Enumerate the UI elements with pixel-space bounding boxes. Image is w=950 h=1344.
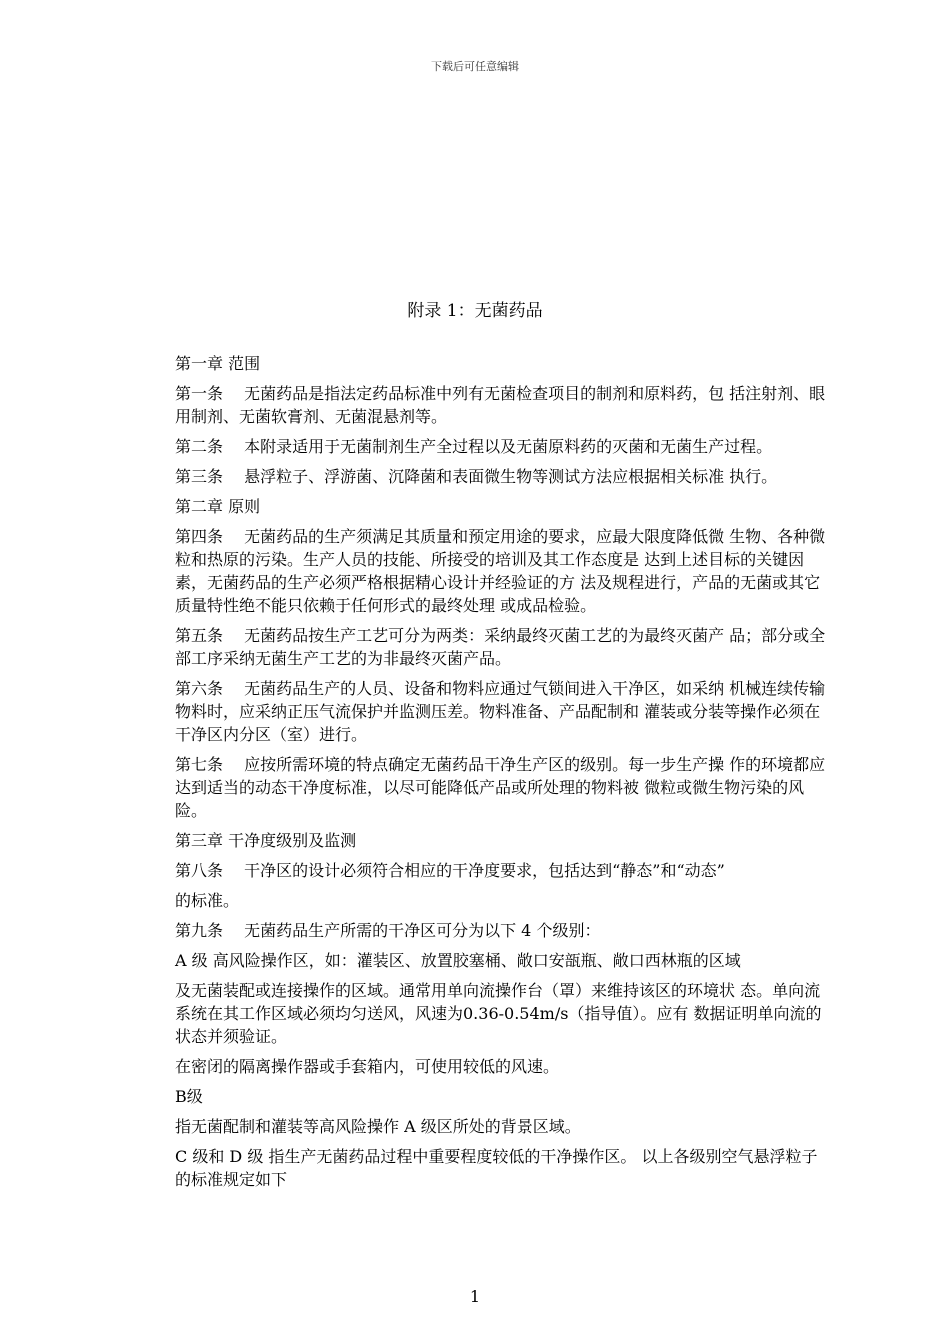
header-note: 下载后可任意编辑 [431, 60, 519, 73]
chapter-heading: 第二章 原则 [175, 497, 261, 516]
article-paragraph: 第五条 无菌药品按生产工艺可分为两类：采纳最终灭菌工艺的为最终灭菌产 品；部分或全部工序采纳无菌生产工艺的为非最终灭菌产品。 [175, 626, 826, 668]
grade-paragraph: 及无菌装配或连接操作的区域。通常用单向流操作台（罩）来维持该区的环境状 态。单向流系统在其工作区域必须均匀送风，风速为0.36-0.54m/s（指导值）。应有 数据证明单向流的状态并须验证。 [175, 981, 822, 1046]
article-paragraph: 第九条 无菌药品生产所需的干净区可分为以下 4 个级别： [175, 921, 601, 940]
article-paragraph: 第二条 本附录适用于无菌制剂生产全过程以及无菌原料药的灭菌和无菌生产过程。 [175, 437, 773, 456]
grade-paragraph: 在密闭的隔离操作器或手套箱内，可使用较低的风速。 [175, 1057, 560, 1076]
article-paragraph: 的标准。 [175, 891, 240, 910]
article-paragraph: 第三条 悬浮粒子、浮游菌、沉降菌和表面微生物等测试方法应根据相关标准 执行。 [175, 467, 778, 486]
chapter-heading: 第三章 干净度级别及监测 [175, 831, 357, 850]
grade-paragraph: C 级和 D 级 指生产无菌药品过程中重要程度较低的干净操作区。 以上各级别空气悬浮粒子的标准规定如下 [175, 1147, 818, 1189]
document-body [175, 352, 827, 1198]
article-paragraph: 第七条 应按所需环境的特点确定无菌药品干净生产区的级别。每一步生产操 作的环境都应达到适当的动态干净度标准，以尽可能降低产品或所处理的物料被 微粒或微生物污染的风险。 [175, 755, 826, 820]
chapter-heading: 第一章 范围 [175, 354, 261, 373]
grade-paragraph: B级 [175, 1087, 203, 1106]
grade-paragraph: A 级 高风险操作区，如：灌装区、放置胶塞桶、敞口安瓿瓶、敞口西林瓶的区域 [175, 951, 741, 970]
article-paragraph: 第四条 无菌药品的生产须满足其质量和预定用途的要求，应最大限度降低微 生物、各种微粒和热原的污染。生产人员的技能、所接受的培训及其工作态度是 达到上述目标的关键因素，无菌药品的生产必须严格根据精心设计并经验证的方 法及规程进行，产品的无菌或其它质量特性绝不能只依赖于任何形式的最终处理 或成品检验。 [175, 527, 826, 615]
article-paragraph: 第八条 干净区的设计必须符合相应的干净度要求，包括达到“静态”和“动态” [175, 861, 725, 880]
document-title: 附录 1：无菌药品 [407, 301, 543, 321]
page-number: 1 [469, 1287, 481, 1306]
article-paragraph: 第六条 无菌药品生产的人员、设备和物料应通过气锁间进入干净区，如采纳 机械连续传输物料时，应采纳正压气流保护并监测压差。物料准备、产品配制和 灌装或分装等操作必须在干净区内分区（室）进行。 [175, 679, 826, 744]
article-paragraph: 第一条 无菌药品是指法定药品标准中列有无菌检查项目的制剂和原料药，包 括注射剂、眼用制剂、无菌软膏剂、无菌混悬剂等。 [175, 384, 826, 426]
grade-paragraph: 指无菌配制和灌装等高风险操作 A 级区所处的背景区域。 [175, 1117, 581, 1136]
